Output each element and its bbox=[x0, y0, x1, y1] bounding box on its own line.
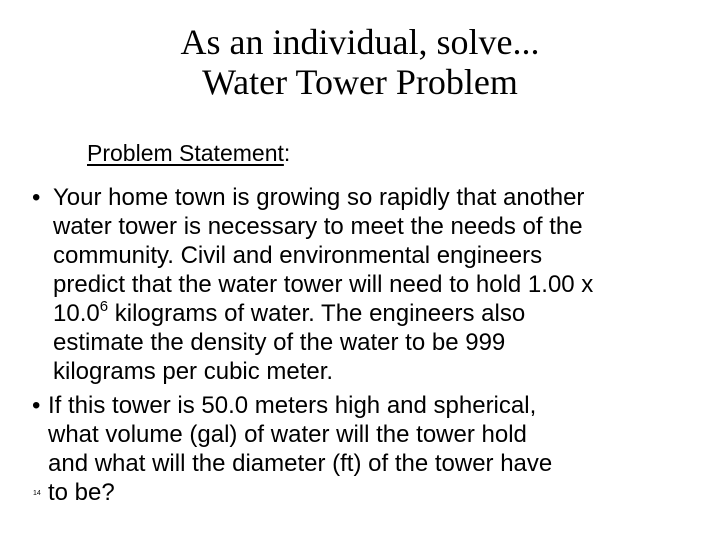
problem-statement-label: Problem Statement bbox=[87, 140, 284, 166]
bullet2-line: and what will the diameter (ft) of the tower have bbox=[48, 450, 553, 477]
bullet1-line: community. Civil and environmental engineers bbox=[53, 242, 543, 269]
bullet1-line: Your home town is growing so rapidly that another bbox=[53, 184, 585, 211]
bullet1-line: predict that the water tower will need to hold 1.00 x bbox=[53, 271, 594, 298]
bullet1-line: water tower is necessary to meet the needs of the bbox=[53, 213, 583, 240]
bullet-item-problem bbox=[32, 183, 702, 386]
problem-statement-colon: : bbox=[283, 140, 291, 166]
title-line-2: Water Tower Problem bbox=[202, 62, 518, 102]
bullet1-line bbox=[32, 299, 702, 328]
bullet1-line5-rest: kilograms of water. The engineers also bbox=[108, 300, 526, 327]
slide-title bbox=[0, 22, 720, 102]
bullet2-line: what volume (gal) of water will the tower hold bbox=[48, 421, 527, 448]
bullet1-line: kilograms per cubic meter. bbox=[53, 358, 334, 385]
bullet-marker: • bbox=[32, 392, 41, 419]
bullet1-line5-base: 10.0 bbox=[53, 300, 100, 327]
problem-statement-heading bbox=[87, 138, 290, 168]
bullet2-line: to be? bbox=[48, 479, 115, 506]
bullet-item-question bbox=[32, 391, 672, 507]
title-line-1: As an individual, solve... bbox=[180, 22, 540, 62]
bullet2-line: If this tower is 50.0 meters high and spherical, bbox=[48, 392, 537, 419]
slide-number: 14 bbox=[33, 490, 41, 497]
bullet1-line: estimate the density of the water to be 999 bbox=[53, 329, 506, 356]
bullet-marker: • bbox=[32, 184, 41, 211]
exponent-superscript: 6 bbox=[99, 298, 109, 315]
